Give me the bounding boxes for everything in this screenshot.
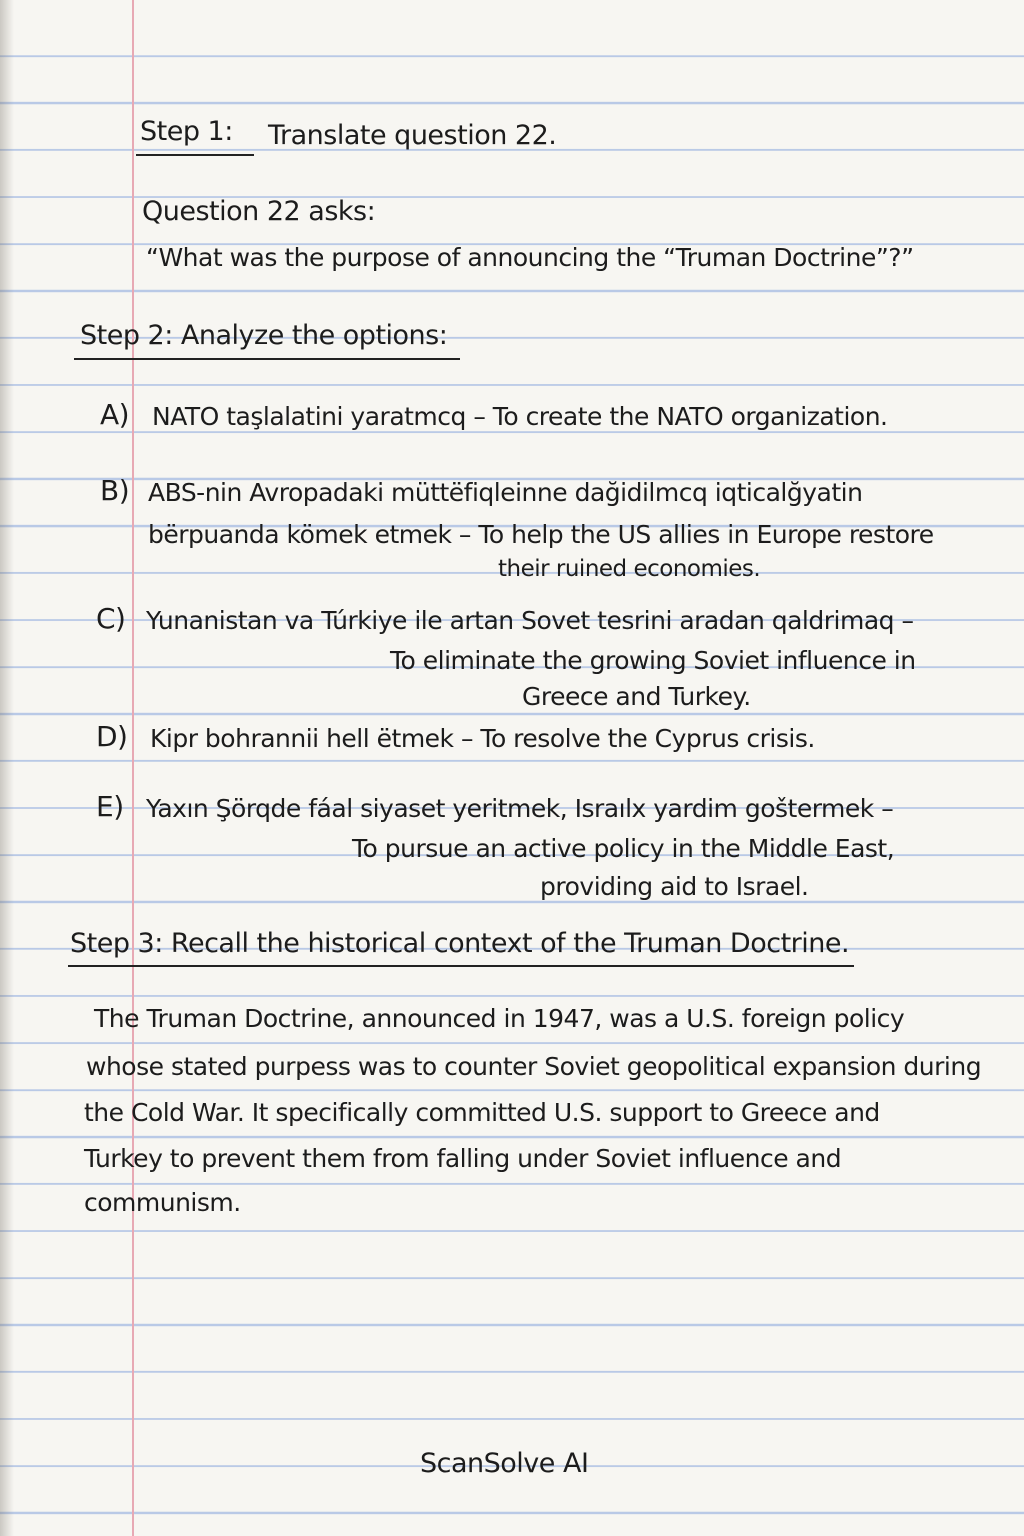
step2-title-underline bbox=[74, 358, 460, 360]
step3-title: Step 3: Recall the historical context of the Truman Doctrine. bbox=[70, 928, 850, 959]
page-shadow bbox=[0, 0, 14, 1536]
step3-paragraph-line-2: whose stated purpess was to counter Soviet geopolitical expansion during bbox=[86, 1052, 982, 1081]
option-d-line-1: Kipr bohrannii hell ëtmek – To resolve the Cyprus crisis. bbox=[150, 724, 815, 753]
margin-line bbox=[132, 0, 134, 1536]
option-b-line-2: bërpuanda kömek etmek – To help the US allies in Europe restore bbox=[148, 520, 934, 549]
option-c-letter: C) bbox=[96, 602, 126, 635]
step3-paragraph-line-1: The Truman Doctrine, announced in 1947, was a U.S. foreign policy bbox=[94, 1004, 905, 1033]
option-a-line-1: NATO taşlalatini yaratmcq – To create the NATO organization. bbox=[152, 402, 888, 431]
option-e-line-1: Yaxın Şörqde fáal siyaset yeritmek, Israılx yardim goštermek – bbox=[146, 794, 894, 823]
step3-paragraph-line-4: Turkey to prevent them from falling under Soviet influence and bbox=[84, 1144, 842, 1173]
step1-label-underline bbox=[136, 154, 254, 156]
step1-question: “What was the purpose of announcing the “Truman Doctrine”?” bbox=[146, 243, 914, 272]
footer-brand: ScanSolve AI bbox=[420, 1448, 589, 1479]
option-c-line-2: To eliminate the growing Soviet influence in bbox=[390, 646, 916, 675]
step3-paragraph-line-3: the Cold War. It specifically committed U.S. support to Greece and bbox=[84, 1098, 880, 1127]
option-a-letter: A) bbox=[100, 398, 130, 431]
option-e-letter: E) bbox=[96, 790, 124, 823]
option-e-line-2: To pursue an active policy in the Middle East, bbox=[352, 834, 895, 863]
step2-title: Step 2: Analyze the options: bbox=[80, 320, 448, 351]
step1-title: Translate question 22. bbox=[268, 120, 557, 151]
step1-intro: Question 22 asks: bbox=[142, 196, 376, 227]
step3-paragraph-line-5: communism. bbox=[84, 1188, 241, 1217]
option-e-line-3: providing aid to Israel. bbox=[540, 872, 809, 901]
step3-title-underline bbox=[68, 965, 854, 967]
option-b-letter: B) bbox=[100, 474, 130, 507]
option-b-line-3: their ruined economies. bbox=[498, 556, 761, 582]
option-b-line-1: ABS-nin Avropadaki müttëfiqleinne dağidilmcq iqticalğyatin bbox=[148, 478, 863, 507]
option-c-line-1: Yunanistan va Túrkiye ile artan Sovet tesrini aradan qaldrimaq – bbox=[146, 606, 914, 635]
step1-label: Step 1: bbox=[140, 116, 233, 147]
option-d-letter: D) bbox=[96, 720, 128, 753]
option-c-line-3: Greece and Turkey. bbox=[522, 682, 751, 711]
